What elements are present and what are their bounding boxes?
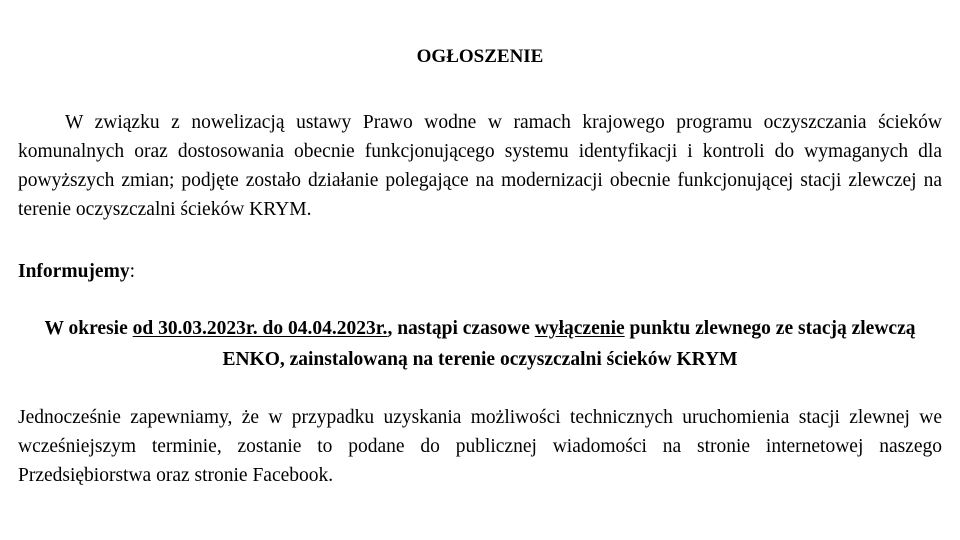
notice-period: od 30.03.2023r. do 04.04.2023r. (132, 318, 388, 339)
inform-colon: : (129, 261, 135, 282)
announcement-page (18, 0, 942, 540)
inform-line (18, 257, 942, 286)
notice-part1: W okresie (44, 318, 133, 339)
notice-paragraph (18, 313, 942, 375)
closing-paragraph: Jednocześnie zapewniamy, że w przypadku uzyskania możliwości technicznych uruchomienia stacji zlewnej we wcześniejszym terminie, zostanie to podane do publicznej wiadomości na stronie internetowej naszego Przedsiębiorstwa oraz stronie Facebook. (18, 407, 942, 486)
notice-action: wyłączenie (534, 318, 625, 339)
notice-part3: punktu zlewnego ze stacją zlewczą ENKO, zainstalowaną na terenie oczyszczalni ścieków KRYM (222, 318, 916, 370)
intro-paragraph: W związku z nowelizacją ustawy Prawo wodne w ramach krajowego programu oczyszczania ścieków komunalnych oraz dostosowania obecnie funkcjonującego systemu identyfikacji i kontroli do wymaganych dla powyższych zmian; podjęte zostało działanie polegające na modernizacji obecnie funkcjonującej stacji zlewczej na terenie oczyszczalni ścieków KRYM. (18, 112, 942, 220)
inform-label: Informujemy (18, 261, 130, 282)
notice-part2: , nastąpi czasowe (387, 318, 535, 339)
page-title: OGŁOSZENIE (416, 46, 544, 67)
